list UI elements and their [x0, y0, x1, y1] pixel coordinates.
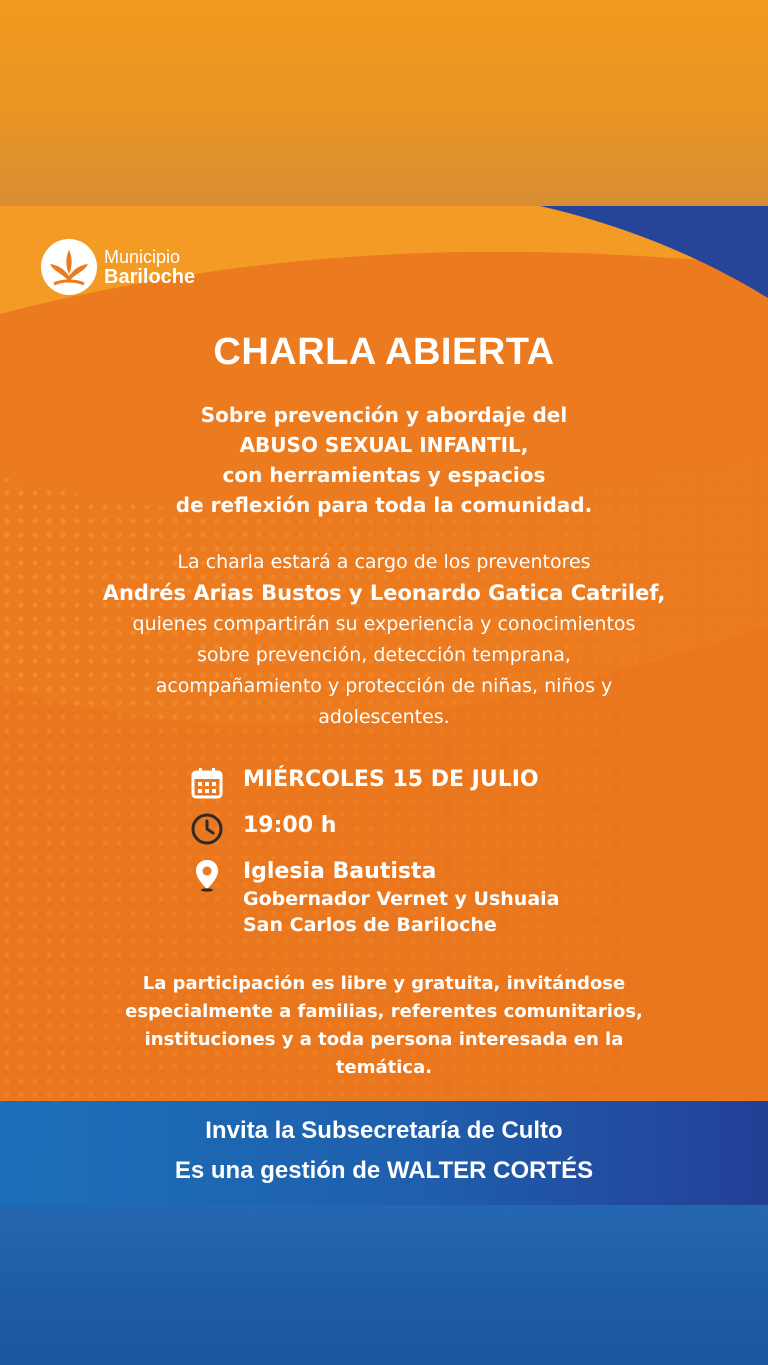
description-line: acompañamiento y protección de niñas, niños y — [155, 675, 613, 697]
top-band — [0, 0, 768, 206]
logo-line-1: Municipio — [104, 247, 181, 267]
credit-invite: Invita la Subsecretaría de Culto — [205, 1117, 563, 1144]
city-label: San Carlos de Bariloche — [243, 914, 497, 936]
date-label: MIÉRCOLES 15 DE JULIO — [243, 767, 539, 792]
event-intro — [0, 400, 768, 520]
description-line: sobre prevención, detección temprana, — [197, 644, 571, 666]
note-line: La participación es libre y gratuita, invitándose — [142, 973, 626, 994]
clock-icon — [190, 812, 224, 846]
note-line: especialmente a familias, referentes comunitarios, — [125, 1001, 643, 1022]
note-line: instituciones y a toda persona interesada en la — [144, 1029, 624, 1050]
intro-line: ABUSO SEXUAL INFANTIL, — [239, 433, 529, 457]
municipio-logo — [40, 238, 195, 296]
description-line: quienes compartirán su experiencia y conocimientos — [132, 613, 636, 635]
calendar-icon — [190, 766, 224, 800]
location-pin-icon — [190, 858, 224, 892]
note-line: temática. — [335, 1057, 433, 1078]
event-time — [190, 812, 336, 846]
credit-management: Es una gestión de WALTER CORTÉS — [174, 1157, 594, 1184]
venue-label: Iglesia Bautista — [243, 859, 437, 884]
description-line: adolescentes. — [318, 706, 450, 728]
event-title: CHARLA ABIERTA — [213, 331, 555, 373]
event-date — [190, 766, 539, 800]
place-text — [243, 858, 559, 938]
time-label: 19:00 h — [243, 813, 337, 838]
logo-text — [104, 247, 195, 287]
event-description — [0, 547, 768, 733]
intro-line: de reflexión para toda la comunidad. — [175, 493, 593, 517]
speakers: Andrés Arias Bustos y Leonardo Gatica Catrilef, — [102, 581, 666, 605]
intro-line: con herramientas y espacios — [222, 463, 546, 487]
intro-line: Sobre prevención y abordaje del — [200, 403, 568, 427]
footer-band — [0, 1205, 768, 1365]
description-line: La charla estará a cargo de los preventores — [177, 551, 591, 573]
event-place — [190, 858, 559, 938]
participation-note — [0, 970, 768, 1082]
address-label: Gobernador Vernet y Ushuaia — [243, 888, 560, 910]
logo-line-2: Bariloche — [104, 266, 196, 288]
flower-logo-icon — [40, 238, 98, 296]
